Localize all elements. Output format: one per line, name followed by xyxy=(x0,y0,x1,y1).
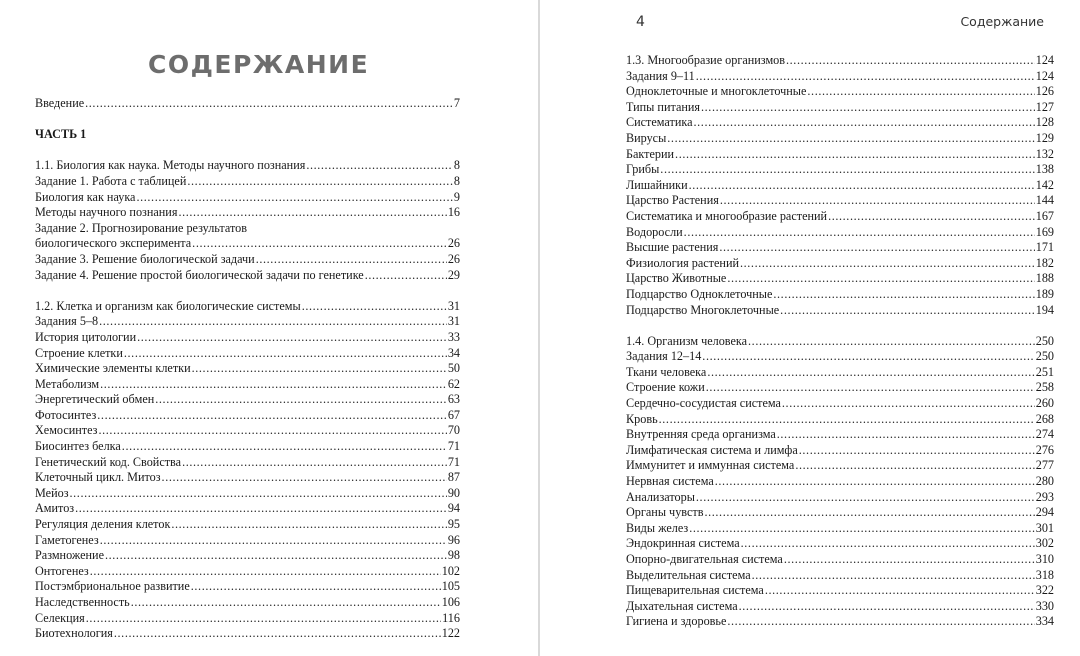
dot-leader xyxy=(75,501,447,517)
dot-leader xyxy=(162,470,447,486)
dot-leader xyxy=(694,115,1035,131)
toc-entry-label: Царство Растения xyxy=(626,193,719,208)
dot-leader xyxy=(765,583,1035,599)
toc-entry xyxy=(626,303,1054,319)
toc-entry xyxy=(35,470,460,486)
dot-leader xyxy=(807,84,1034,100)
dot-leader xyxy=(70,486,447,502)
toc-entry-label: Постэмбриональное развитие xyxy=(35,579,190,594)
toc-entry-label: Введение xyxy=(35,96,85,110)
toc-entry-page: 67 xyxy=(447,407,460,422)
dot-leader xyxy=(684,225,1035,241)
toc-entry xyxy=(35,501,460,517)
toc-entry-label: Выделительная система xyxy=(626,567,751,582)
dot-leader xyxy=(727,271,1034,287)
toc-entry xyxy=(35,190,460,206)
dot-leader xyxy=(100,377,447,393)
toc-entry xyxy=(35,330,460,346)
toc-entry xyxy=(626,256,1054,272)
toc-entry-page: 250 xyxy=(1035,333,1054,348)
toc-entry xyxy=(626,412,1054,428)
toc-entry-label: Задание 2. Прогнозирование результатов xyxy=(35,220,247,235)
toc-entry xyxy=(35,455,460,471)
toc-entry xyxy=(35,564,460,580)
toc-right-column xyxy=(626,53,1054,630)
dot-leader xyxy=(702,349,1034,365)
toc-entry-label: Регуляция деления клеток xyxy=(35,517,171,532)
toc-entry xyxy=(626,490,1054,506)
toc-entry xyxy=(35,268,460,284)
toc-entry-page: 8 xyxy=(453,173,460,188)
toc-entry-label: 1.4. Организм человека xyxy=(626,333,748,348)
toc-entry xyxy=(35,205,460,221)
toc-entry-label: Метаболизм xyxy=(35,376,100,391)
toc-entry-page: 33 xyxy=(447,329,460,344)
spacer xyxy=(35,143,460,159)
toc-entry-label: Систематика xyxy=(626,115,693,130)
toc-entry-label: Анализаторы xyxy=(626,489,695,504)
toc-entry-label: Мейоз xyxy=(35,485,69,500)
toc-entry-label: Подцарство Многоклеточные xyxy=(626,302,780,317)
page-title: СОДЕРЖАНИЕ xyxy=(148,50,370,79)
toc-entry-page: 87 xyxy=(447,470,460,485)
toc-entry-page: 302 xyxy=(1035,536,1054,551)
toc-entry xyxy=(626,334,1054,350)
dot-leader xyxy=(136,190,452,206)
toc-entry xyxy=(626,396,1054,412)
toc-entry-label: Биология как наука xyxy=(35,189,136,204)
toc-entry-page: 116 xyxy=(442,610,460,625)
toc-entry xyxy=(626,84,1054,100)
toc-entry xyxy=(35,174,460,190)
dot-leader xyxy=(187,174,453,190)
dot-leader xyxy=(799,443,1035,459)
toc-entry-label: 1.3. Многообразие организмов xyxy=(626,53,786,67)
toc-entry xyxy=(626,100,1054,116)
dot-leader xyxy=(701,100,1035,116)
toc-entry-label: Генетический код. Свойства xyxy=(35,454,182,469)
toc-entry xyxy=(626,458,1054,474)
toc-entry xyxy=(35,158,460,174)
toc-entry xyxy=(626,209,1054,225)
toc-entry-page: 182 xyxy=(1035,255,1054,270)
toc-entry-label: Внутренняя среда организма xyxy=(626,427,776,442)
toc-entry-label: Строение клетки xyxy=(35,345,123,360)
toc-entry-label: Задание 3. Решение биологической задачи xyxy=(35,251,255,266)
toc-entry-label: Хемосинтез xyxy=(35,423,98,438)
dot-leader xyxy=(191,579,441,595)
dot-leader xyxy=(748,334,1035,350)
dot-leader xyxy=(752,568,1035,584)
dot-leader xyxy=(828,209,1035,225)
dot-leader xyxy=(696,490,1035,506)
dot-leader xyxy=(727,614,1034,630)
toc-entry-label: Подцарство Одноклеточные xyxy=(626,286,773,301)
dot-leader xyxy=(90,564,441,580)
toc-entry-label: Царство Животные xyxy=(626,271,727,286)
toc-entry xyxy=(626,271,1054,287)
toc-entry-page: 268 xyxy=(1035,411,1054,426)
dot-leader xyxy=(105,548,447,564)
toc-entry-page: 124 xyxy=(1035,53,1054,67)
dot-leader xyxy=(675,147,1035,163)
toc-entry-page: 144 xyxy=(1035,193,1054,208)
toc-entry-label: Задание 1. Работа с таблицей xyxy=(35,173,187,188)
toc-entry xyxy=(626,474,1054,490)
toc-entry xyxy=(626,162,1054,178)
dot-leader xyxy=(99,314,447,330)
dot-leader xyxy=(659,412,1035,428)
toc-entry-page: 102 xyxy=(441,563,460,578)
toc-entry-label: Одноклеточные и многоклеточные xyxy=(626,84,807,99)
toc-entry-page: 194 xyxy=(1035,302,1054,317)
toc-entry-page: 171 xyxy=(1035,240,1054,255)
dot-leader xyxy=(256,252,447,268)
toc-entry xyxy=(35,548,460,564)
dot-leader xyxy=(302,299,447,315)
toc-entry xyxy=(626,427,1054,443)
toc-entry-page: 106 xyxy=(441,595,460,609)
toc-entry-label: Биотехнология xyxy=(35,626,113,641)
toc-entry-page: 63 xyxy=(447,392,460,407)
toc-entry-label: Размножение xyxy=(35,548,104,563)
dot-leader xyxy=(689,521,1035,537)
toc-left-column xyxy=(35,96,460,642)
toc-entry-page: 318 xyxy=(1035,567,1054,582)
toc-entry xyxy=(626,131,1054,147)
toc-entry-page: 294 xyxy=(1035,505,1054,520)
dot-leader xyxy=(85,96,453,112)
dot-leader xyxy=(365,268,447,284)
toc-entry-label: Органы чувств xyxy=(626,505,704,520)
toc-entry-label: Селекция xyxy=(35,610,85,625)
toc-entry-page: 277 xyxy=(1035,458,1054,473)
toc-entry xyxy=(35,392,460,408)
toc-entry-page: 126 xyxy=(1035,84,1054,99)
toc-entry-label: Водоросли xyxy=(626,224,683,239)
toc-entry-page: 96 xyxy=(447,532,460,547)
toc-entry-page: 124 xyxy=(1035,68,1054,83)
toc-entry-page: 276 xyxy=(1035,442,1054,457)
dot-leader xyxy=(98,423,446,439)
dot-leader xyxy=(122,439,447,455)
toc-entry-label: Иммунитет и иммунная система xyxy=(626,458,795,473)
toc-entry-page: 310 xyxy=(1035,552,1054,566)
toc-entry-label: Вирусы xyxy=(626,130,667,145)
dot-leader xyxy=(100,533,447,549)
toc-entry-label: 1.1. Биология как наука. Методы научного познания xyxy=(35,158,306,173)
dot-leader xyxy=(182,455,447,471)
toc-entry-page: 50 xyxy=(447,361,460,376)
dot-leader xyxy=(773,287,1034,303)
toc-entry-page: 334 xyxy=(1035,614,1054,629)
dot-leader xyxy=(131,595,441,611)
toc-entry xyxy=(35,252,460,268)
dot-leader xyxy=(689,178,1035,194)
dot-leader xyxy=(720,193,1035,209)
dot-leader xyxy=(86,611,441,627)
toc-entry-page: 16 xyxy=(447,205,460,220)
toc-entry-page: 94 xyxy=(447,501,460,516)
dot-leader xyxy=(795,458,1034,474)
dot-leader xyxy=(739,599,1035,615)
toc-entry xyxy=(35,314,460,330)
toc-entry-page: 127 xyxy=(1035,99,1054,114)
toc-entry-label: Гигиена и здоровье xyxy=(626,614,727,629)
toc-entry-page: 132 xyxy=(1035,146,1054,161)
toc-entry xyxy=(35,579,460,595)
toc-entry xyxy=(35,408,460,424)
toc-entry xyxy=(35,361,460,377)
toc-entry-page: 167 xyxy=(1035,208,1054,223)
toc-entry-page: 71 xyxy=(447,454,460,469)
dot-leader xyxy=(667,131,1034,147)
toc-entry-page: 31 xyxy=(447,298,460,313)
toc-entry-label: Наследственность xyxy=(35,595,130,609)
toc-entry xyxy=(35,236,460,252)
toc-entry-page: 98 xyxy=(447,548,460,563)
dot-leader xyxy=(719,240,1034,256)
spacer xyxy=(35,112,460,128)
toc-entry-page: 29 xyxy=(447,267,460,282)
dot-leader xyxy=(741,536,1035,552)
running-header: Содержание xyxy=(960,14,1044,29)
toc-entry xyxy=(626,521,1054,537)
toc-entry-label: Эндокринная система xyxy=(626,536,740,551)
toc-entry xyxy=(626,178,1054,194)
toc-entry xyxy=(35,299,460,315)
dot-leader xyxy=(707,365,1034,381)
toc-entry xyxy=(626,240,1054,256)
toc-entry-label: Опорно-двигательная система xyxy=(626,552,783,566)
toc-entry-label: Пищеварительная система xyxy=(626,583,764,598)
toc-entry-page: 128 xyxy=(1035,115,1054,130)
toc-entry-label: Задание 4. Решение простой биологической задачи по генетике xyxy=(35,267,364,282)
spacer xyxy=(626,318,1054,334)
toc-entry-label: История цитологии xyxy=(35,329,137,344)
dot-leader xyxy=(784,552,1035,568)
toc-entry-page: 7 xyxy=(453,96,460,110)
toc-entry xyxy=(35,533,460,549)
toc-entry xyxy=(35,595,460,611)
toc-entry xyxy=(626,193,1054,209)
part-heading: ЧАСТЬ 1 xyxy=(35,127,87,142)
toc-entry-page: 142 xyxy=(1035,177,1054,192)
toc-entry-page: 189 xyxy=(1035,286,1054,301)
toc-entry-page: 280 xyxy=(1035,474,1054,489)
toc-entry-page: 301 xyxy=(1035,520,1054,535)
toc-entry xyxy=(35,626,460,642)
toc-entry-page: 293 xyxy=(1035,489,1054,504)
toc-entry-page: 26 xyxy=(447,236,460,251)
dot-leader xyxy=(704,505,1034,521)
toc-entry xyxy=(626,225,1054,241)
toc-entry-page: 251 xyxy=(1035,364,1054,379)
toc-entry-label: Ткани человека xyxy=(626,364,707,379)
toc-entry-label: Биосинтез белка xyxy=(35,439,121,454)
dot-leader xyxy=(740,256,1035,272)
toc-entry-label: Фотосинтез xyxy=(35,407,97,422)
toc-entry xyxy=(35,96,460,112)
toc-entry xyxy=(626,614,1054,630)
toc-entry-page: 26 xyxy=(447,251,460,266)
toc-entry-label: Физиология растений xyxy=(626,255,739,270)
toc-entry-page: 31 xyxy=(447,314,460,329)
toc-entry-page: 8 xyxy=(453,158,460,173)
toc-entry xyxy=(626,287,1054,303)
toc-entry xyxy=(35,423,460,439)
toc-entry xyxy=(626,69,1054,85)
toc-entry-page: 105 xyxy=(441,579,460,594)
toc-entry-page: 62 xyxy=(447,376,460,391)
toc-entry-label: Высшие растения xyxy=(626,240,719,255)
toc-entry-page: 71 xyxy=(447,439,460,454)
toc-entry-page: 330 xyxy=(1035,598,1054,613)
toc-entry xyxy=(35,611,460,627)
toc-entry-label: Строение кожи xyxy=(626,380,705,395)
toc-entry-page: 169 xyxy=(1035,224,1054,239)
toc-entry xyxy=(626,568,1054,584)
dot-leader xyxy=(786,53,1035,69)
dot-leader xyxy=(114,626,441,642)
dot-leader xyxy=(706,380,1035,396)
toc-entry xyxy=(626,115,1054,131)
toc-entry-label: Энергетический обмен xyxy=(35,392,155,407)
toc-entry-page: 9 xyxy=(453,189,460,204)
toc-entry-label: Виды желез xyxy=(626,520,689,535)
toc-entry xyxy=(626,380,1054,396)
dot-leader xyxy=(192,236,447,252)
toc-entry-page: 122 xyxy=(441,626,460,641)
toc-entry-label: Систематика и многообразие растений xyxy=(626,208,828,223)
toc-entry xyxy=(35,517,460,533)
toc-entry-line xyxy=(35,221,460,237)
toc-entry-label: Методы научного познания xyxy=(35,205,178,220)
toc-entry-page: 258 xyxy=(1035,380,1054,395)
toc-entry-label: Типы питания xyxy=(626,99,700,114)
toc-entry-label: Дыхательная система xyxy=(626,598,738,613)
toc-entry xyxy=(626,53,1054,69)
toc-entry-page: 188 xyxy=(1035,271,1054,286)
toc-entry xyxy=(35,439,460,455)
toc-entry-label: Гаметогенез xyxy=(35,532,99,547)
toc-entry-page: 34 xyxy=(447,345,460,360)
toc-entry xyxy=(35,377,460,393)
toc-entry-label: Бактерии xyxy=(626,146,675,161)
toc-entry-label: Лишайники xyxy=(626,177,688,192)
dot-leader xyxy=(715,474,1035,490)
dot-leader xyxy=(124,346,447,362)
toc-entry-label: Онтогенез xyxy=(35,563,89,578)
toc-entry-label: 1.2. Клетка и организм как биологические системы xyxy=(35,298,301,313)
toc-entry-page: 95 xyxy=(447,517,460,532)
toc-entry-label: Сердечно-сосудистая система xyxy=(626,396,781,411)
toc-entry-page: 129 xyxy=(1035,130,1054,145)
toc-entry-label: Нервная система xyxy=(626,474,714,489)
toc-entry-page: 274 xyxy=(1035,427,1054,442)
toc-entry-page: 70 xyxy=(447,423,460,438)
dot-leader xyxy=(306,158,453,174)
toc-entry-label: Клеточный цикл. Митоз xyxy=(35,470,161,485)
toc-entry xyxy=(626,147,1054,163)
dot-leader xyxy=(97,408,447,424)
dot-leader xyxy=(171,517,446,533)
toc-entry-label: Амитоз xyxy=(35,501,75,516)
spacer xyxy=(35,283,460,299)
toc-entry-page: 138 xyxy=(1035,162,1054,177)
toc-entry xyxy=(35,486,460,502)
toc-entry xyxy=(626,505,1054,521)
toc-entry-label: биологического эксперимента xyxy=(35,236,192,251)
dot-leader xyxy=(780,303,1035,319)
toc-entry xyxy=(626,349,1054,365)
dot-leader xyxy=(777,427,1035,443)
dot-leader xyxy=(782,396,1035,412)
dot-leader xyxy=(137,330,447,346)
dot-leader xyxy=(696,69,1035,85)
dot-leader xyxy=(178,205,446,221)
toc-entry-label: Задания 9–11 xyxy=(626,68,695,83)
toc-entry-label: Химические элементы клетки xyxy=(35,361,191,376)
toc-entry-page: 260 xyxy=(1035,396,1054,411)
toc-entry xyxy=(35,346,460,362)
page-number: 4 xyxy=(636,14,645,30)
toc-entry xyxy=(626,599,1054,615)
toc-entry xyxy=(626,536,1054,552)
toc-entry xyxy=(626,583,1054,599)
toc-entry-label: Задания 12–14 xyxy=(626,349,702,364)
toc-entry xyxy=(626,443,1054,459)
toc-entry-label: Задания 5–8 xyxy=(35,314,99,329)
toc-entry-label: Лимфатическая система и лимфа xyxy=(626,442,798,457)
dot-leader xyxy=(660,162,1034,178)
toc-entry xyxy=(626,365,1054,381)
toc-entry xyxy=(626,552,1054,568)
dot-leader xyxy=(192,361,447,377)
toc-entry-page: 90 xyxy=(447,485,460,500)
toc-entry-page: 250 xyxy=(1035,349,1054,364)
toc-entry-page: 322 xyxy=(1035,583,1054,598)
dot-leader xyxy=(155,392,447,408)
toc-entry-label: Грибы xyxy=(626,162,660,177)
toc-entry-label: Кровь xyxy=(626,411,658,426)
